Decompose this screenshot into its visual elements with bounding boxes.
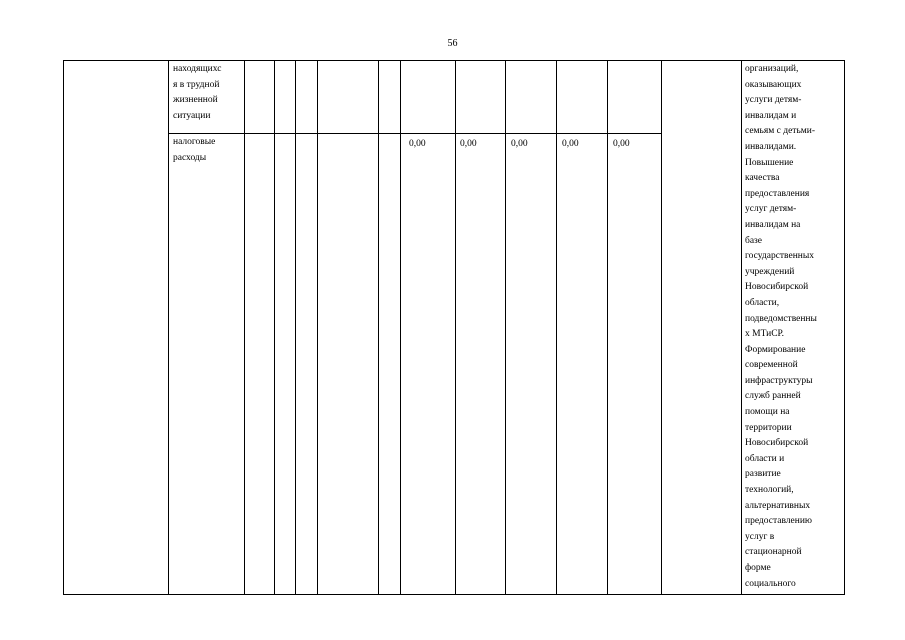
table-bottom-border <box>63 594 845 595</box>
column-border <box>378 60 379 595</box>
value-cell: 0,00 <box>409 139 426 149</box>
expected-result-cell: организаций, оказывающих услуги детям- инвалидам и семьям с детьми- инвалидами. Повышение качества предоставления услуг детям- инвалидам на базе государственных учреждений Новосибирской области, подведомственны х МТиСР. Формирование современной инфраструктуры служб ранней помощи на территории Новосибирской области и развитие технологий, альтернативных предоставлению услуг в стационарной форме социального <box>745 64 817 589</box>
column-border <box>844 60 845 595</box>
column-border <box>455 60 456 595</box>
value-cell: 0,00 <box>460 139 477 149</box>
column-border <box>556 60 557 595</box>
column-border <box>741 60 742 595</box>
column-border <box>317 60 318 595</box>
budget-table <box>63 60 845 595</box>
column-border <box>63 60 64 595</box>
column-border <box>168 60 169 595</box>
page-number: 56 <box>447 38 458 49</box>
row-separator <box>168 133 661 134</box>
table-top-border <box>63 60 845 61</box>
column-border <box>400 60 401 595</box>
column-border <box>505 60 506 595</box>
funding-source-cell: налоговые расходы <box>173 137 216 163</box>
value-cell: 0,00 <box>613 139 630 149</box>
target-group-cell: находящихс я в трудной жизненной ситуации <box>173 64 222 121</box>
column-border <box>295 60 296 595</box>
column-border <box>661 60 662 595</box>
column-border <box>274 60 275 595</box>
value-cell: 0,00 <box>562 139 579 149</box>
value-cell: 0,00 <box>511 139 528 149</box>
column-border <box>607 60 608 595</box>
